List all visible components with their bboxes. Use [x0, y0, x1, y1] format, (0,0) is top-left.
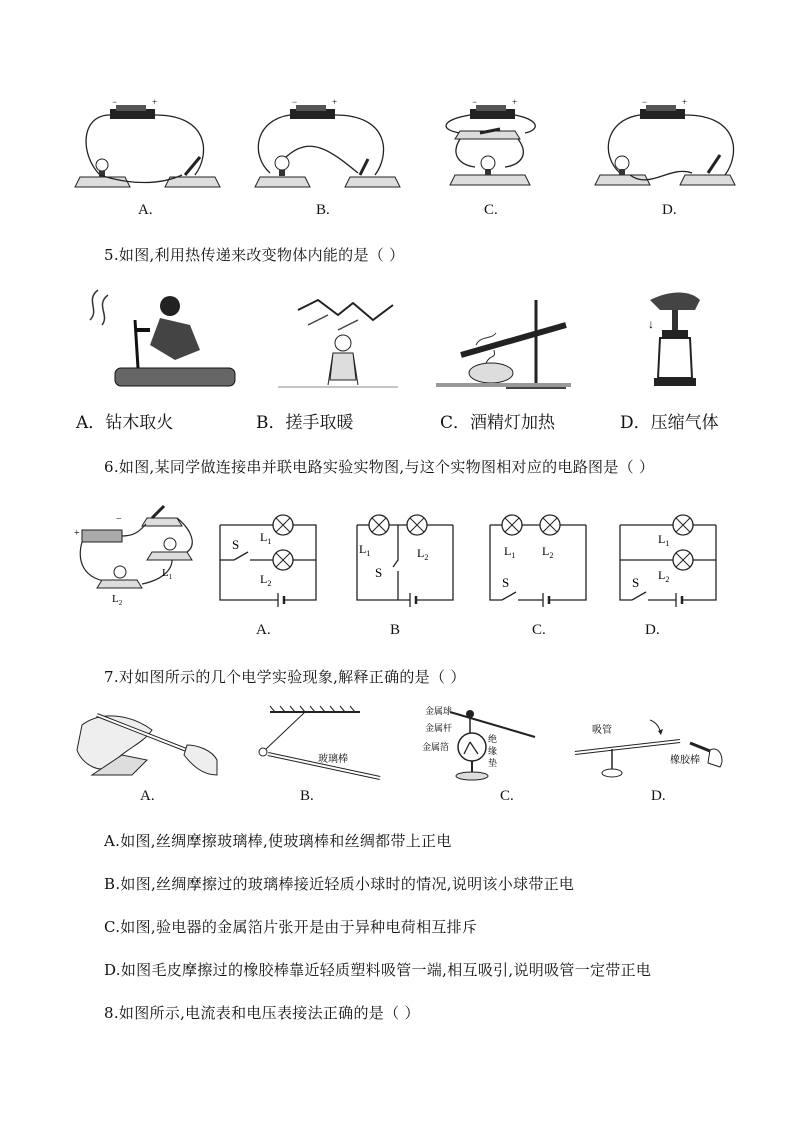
circuit-figure-c — [430, 95, 580, 195]
q7-label-c: C. — [500, 788, 514, 804]
svg-text:−: − — [116, 514, 122, 525]
figure-label-d: D. — [662, 202, 677, 218]
q7-label-a: A. — [140, 788, 155, 804]
q6-circuit-diagram-c — [488, 505, 588, 605]
q7-electroscope — [420, 702, 540, 784]
q6-c-l2: $L_2$ — [542, 544, 554, 560]
q7-option-d: D.如图毛皮摩擦过的橡胶棒靠近轻质塑料吸管一端,相互吸引,说明吸管一定带正电 — [104, 961, 652, 979]
q7-glass-rod-ball — [250, 702, 390, 784]
svg-text:+: + — [74, 528, 80, 539]
svg-text:−: − — [112, 97, 118, 107]
q7-option-c: C.如图,验电器的金属箔片张开是由于异种电荷相互排斥 — [104, 918, 478, 936]
q6-circuit-diagram-b — [355, 505, 455, 605]
svg-text:+: + — [332, 97, 338, 107]
q6-physical-circuit — [72, 500, 202, 605]
q6-circuit-diagram-d — [618, 505, 718, 605]
q5-option-a: A．钻木取火 — [76, 413, 174, 433]
q7-glass-rod-label: 玻璃棒 — [318, 754, 348, 765]
q7-option-a: A.如图,丝绸摩擦玻璃棒,使玻璃棒和丝绸都带上正电 — [104, 832, 452, 850]
alcohol-lamp-illustration — [436, 295, 571, 395]
q6-c-switch: S — [502, 575, 510, 590]
q7-straw-rubber-rod — [570, 715, 725, 787]
svg-text:+: + — [152, 97, 158, 107]
q6-b-l2: $L_2$ — [417, 546, 429, 562]
figure-label-b: B. — [316, 202, 330, 218]
q6-a-l2: $L_2$ — [260, 572, 272, 588]
q6-physical-label-l2: $L_2$ — [112, 593, 123, 607]
svg-text:−: − — [472, 97, 478, 107]
q6-label-b: B — [390, 622, 401, 638]
q6-d-switch: S — [632, 575, 640, 590]
circuit-figure-a — [70, 95, 220, 195]
svg-text:+: + — [512, 97, 518, 107]
q7-straw-label: 吸管 — [592, 725, 612, 736]
drill-wood-illustration — [80, 290, 240, 390]
q5-option-b: B．搓手取暖 — [256, 413, 354, 433]
q6-a-l1: $L_1$ — [260, 530, 272, 546]
q7-silk-glass-rod — [72, 705, 217, 783]
q7-insulation-char-1: 绝 — [488, 734, 498, 744]
question-8-stem: 8.如图所示,电流表和电压表接法正确的是（ ） — [104, 1004, 420, 1022]
q7-metal-foil-label: 金属箔 — [422, 742, 450, 752]
q7-label-b: B. — [300, 788, 314, 804]
compress-gas-illustration — [640, 290, 710, 390]
q7-rubber-rod-label: 橡胶棒 — [670, 755, 700, 766]
svg-text:−: − — [642, 97, 648, 107]
q6-d-l2: $L_2$ — [658, 568, 670, 584]
rub-hands-illustration — [278, 295, 398, 395]
question-5-stem: 5.如图,利用热传递来改变物体内能的是（ ） — [104, 246, 405, 264]
circuit-figure-b — [250, 95, 400, 195]
q6-c-l1: $L_1$ — [504, 544, 516, 560]
question-6-stem: 6.如图,某同学做连接串并联电路实验实物图,与这个实物图相对应的电路图是（ ） — [104, 458, 655, 476]
q7-insulation-char-3: 垫 — [488, 758, 498, 768]
q6-b-switch: S — [375, 565, 383, 580]
q7-label-d: D. — [651, 788, 666, 804]
q7-insulation-char-2: 缘 — [488, 746, 498, 756]
q5-option-c: C．酒精灯加热 — [440, 413, 556, 433]
q6-circuit-diagram-a — [218, 505, 318, 605]
svg-text:+: + — [682, 97, 688, 107]
q6-a-switch: S — [232, 537, 240, 552]
q7-metal-ball-label: 金属球 — [425, 706, 453, 716]
q6-b-l1: $L_1$ — [359, 542, 371, 558]
q7-option-b: B.如图,丝绸摩擦过的玻璃棒接近轻质小球时的情况,说明该小球带正电 — [104, 875, 575, 893]
circuit-figure-d — [600, 95, 750, 195]
svg-text:↓: ↓ — [648, 317, 654, 331]
q6-label-d: D. — [645, 622, 660, 638]
q6-physical-label-l1: $L_1$ — [162, 567, 173, 581]
q6-d-l1: $L_1$ — [658, 532, 670, 548]
q6-label-a: A. — [256, 622, 271, 638]
figure-label-a: A. — [138, 202, 153, 218]
q5-option-d: D．压缩气体 — [620, 413, 719, 433]
q6-label-c: C. — [532, 622, 546, 638]
question-7-stem: 7.对如图所示的几个电学实验现象,解释正确的是（ ） — [104, 668, 466, 686]
svg-text:−: − — [292, 97, 298, 107]
figure-label-c: C. — [484, 202, 498, 218]
q7-metal-rod-label: 金属杆 — [425, 723, 453, 733]
